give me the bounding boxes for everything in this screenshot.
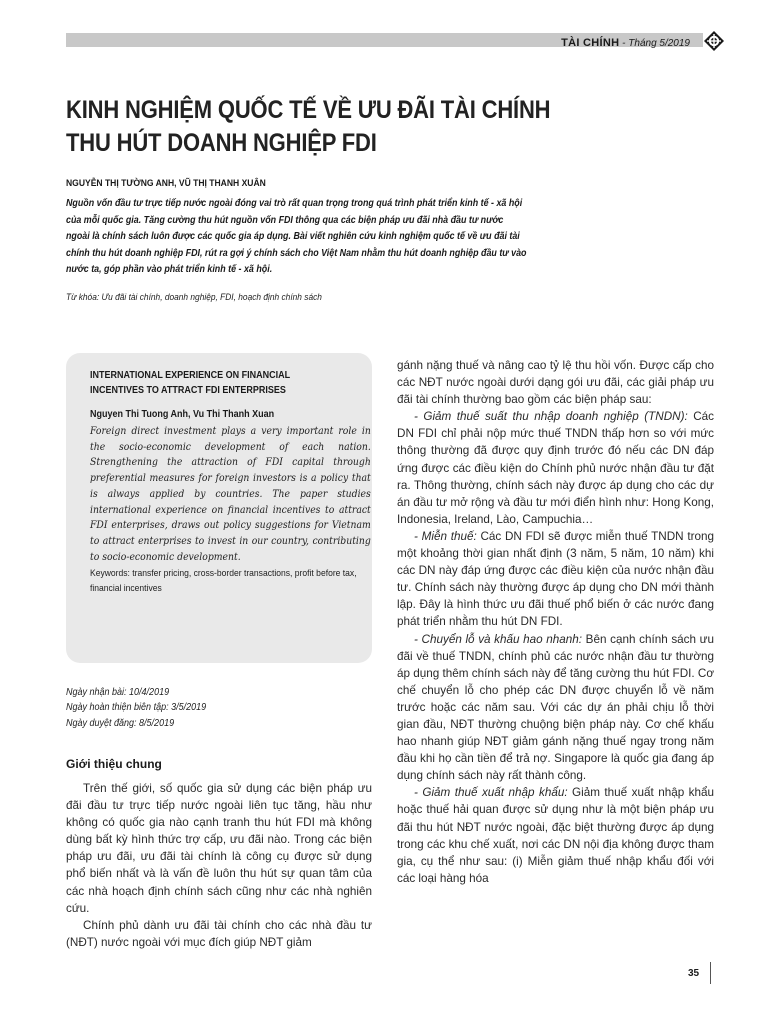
page-number: 35 bbox=[688, 968, 700, 979]
body-column-left bbox=[66, 780, 372, 951]
article-title bbox=[66, 94, 629, 160]
measure-text: Giảm thuế xuất nhập khẩu hoặc thuế hải quan được sử dụng như là một biện pháp ưu đãi thu hút NĐT nước ngoài, đặc biệt thường được áp dụng trong các khu chế xuất, nơi các DN nội địa không được tham gia, cụ thể như sau: (i) Miễn giảm thuế nhập khẩu đối với các loại hàng hóa bbox=[397, 786, 715, 885]
abstract-vietnamese: Nguồn vốn đầu tư trực tiếp nước ngoài đóng vai trò rất quan trọng trong quá trình phát triển kinh tế - xã hội của mỗi quốc gia. Tăng cường thu hút nguồn vốn FDI thông qua các biện pháp ưu đãi nhà đầu tư nước ngoài là chính sách luôn được các quốc gia áp dụng. Bài viết nghiên cứu kinh nghiệm quốc tế về ưu đãi tài chính thu hút doanh nghiệp FDI, rút ra gợi ý chính sách cho Việt Nam nhằm thu hút doanh nghiệp đầu tư vào nước ta, góp phần vào phát triển kinh tế - xã hội. bbox=[66, 198, 527, 275]
english-title-line-2: INCENTIVES TO ATTRACT FDI ENTERPRISES bbox=[90, 385, 286, 396]
english-authors: Nguyen Thi Tuong Anh, Vu Thi Thanh Xuan bbox=[90, 409, 275, 420]
paragraph: Chính phủ dành ưu đãi tài chính cho các nhà đầu tư (NĐT) nước ngoài với mục đích giúp NĐT giảm bbox=[66, 918, 372, 949]
body-column-right bbox=[397, 357, 714, 887]
section-heading: Giới thiệu chung bbox=[66, 757, 162, 771]
measure-text: Các DN FDI chỉ phải nộp mức thuế TNDN thấp hơn so với mức thông thường đã được quy định trước đó nếu các DN đáp ứng được các điều kiện do Chính phủ nước nhận đầu tư đặt ra. Thông thường, chính sách này được áp dụng cho các dự án đầu tư mở rộng và đầu tư mới điển hình như: Hong Kong, Indonesia, Ireland, Lào, Campuchia… bbox=[397, 410, 714, 526]
journal-logo-icon bbox=[703, 30, 725, 52]
running-header bbox=[561, 37, 690, 49]
date-approved: Ngày duyệt đăng: 8/5/2019 bbox=[66, 717, 175, 729]
measure-text: Bên cạnh chính sách ưu đãi về thuế TNDN, chính phủ các nước nhận đầu tư thường áp dụng thêm chính sách này để tăng cường thu hút FDI. Cơ chế chuyển lỗ cho phép các DN được chuyển lỗ về năm trước hoặc các năm sau. Với các dự án phải chịu lỗ thời gian đầu, NĐT thường chuộng biện pháp này. Cơ chế khấu hao nhanh giúp NĐT giảm gánh nặng thuế ngay trong năm đầu khi họ cần tiền để trả nợ. Singapore là quốc gia đang áp dụng chính sách này rất thành công. bbox=[397, 632, 714, 783]
date-received: Ngày nhận bài: 10/4/2019 bbox=[66, 687, 170, 698]
english-keywords: Keywords: transfer pricing, cross-border transactions, profit before tax, financial incentives bbox=[90, 568, 357, 594]
english-abstract: Foreign direct investment plays a very important role in the socio-economic development of each nation. Strengthening the attraction of FDI capital through preferential measures for foreign investors is a policy that is always applied by countries. The paper studies international experience on financial incentives to attract FDI enterprises, draws out policy suggestions for Vietnam to attract enterprises to invest in our country, contributing to socio-economic development. bbox=[90, 425, 371, 563]
issue-date: - Tháng 5/2019 bbox=[619, 38, 690, 49]
english-title bbox=[90, 368, 369, 398]
measure-label: - Chuyển lỗ và khấu hao nhanh: bbox=[414, 632, 583, 646]
page-number-rule bbox=[710, 962, 711, 984]
measure-label: - Giảm thuế xuất nhập khẩu: bbox=[414, 786, 568, 800]
paragraph: gánh nặng thuế và nâng cao tỷ lệ thu hồi vốn. Được cấp cho các NĐT nước ngoài dưới dạng gói ưu đãi, các giải pháp ưu đãi tài chính thường bao gồm các biện pháp sau: bbox=[397, 359, 714, 407]
paragraph: Trên thế giới, số quốc gia sử dụng các biện pháp ưu đãi đầu tư trực tiếp nước ngoài liên tục tăng, hầu như không có quốc gia nào cạnh tranh thu hút FDI mà không dùng bất kỳ hình thức trợ cấp, ưu đãi nào. Trong các biện pháp ưu đãi, ưu đãi tài chính là công cụ được sử dụng phổ biến nhất và là vấn đề luôn thu hút sự quan tâm của các nhà hoạch định chính sách cũng như các nhà nghiên cứu. bbox=[66, 782, 372, 915]
keywords-vietnamese: Từ khóa: Ưu đãi tài chính, doanh nghiệp, FDI, hoạch định chính sách bbox=[66, 292, 322, 303]
title-line-1: KINH NGHIỆM QUỐC TẾ VỀ ƯU ĐÃI TÀI CHÍNH bbox=[66, 96, 551, 124]
paragraph bbox=[397, 631, 714, 785]
date-revised: Ngày hoàn thiện biên tập: 3/5/2019 bbox=[66, 702, 207, 714]
paragraph bbox=[397, 784, 714, 887]
paragraph bbox=[397, 528, 714, 631]
paragraph bbox=[397, 408, 714, 528]
title-line-2: THU HÚT DOANH NGHIỆP FDI bbox=[66, 129, 377, 157]
measure-label: - Giảm thuế suất thu nhập doanh nghiệp (TNDN): bbox=[414, 410, 688, 424]
measure-text: Các DN FDI sẽ được miễn thuế TNDN trong một khoảng thời gian nhất định (3 năm, 5 năm, 10 năm) khi các DN này đáp ứng được các điều kiện của nước nhận đầu tư. Chính sách này thường được áp dụng cho DN mới thành lập. Đây là hình thức ưu đãi thuế phổ biến ở các nước đang phát triển nhằm thu hút DN FDI. bbox=[397, 529, 714, 629]
publication-dates bbox=[66, 685, 206, 731]
english-title-line-1: INTERNATIONAL EXPERIENCE ON FINANCIAL bbox=[90, 370, 291, 381]
journal-section: TÀI CHÍNH bbox=[561, 37, 620, 49]
article-authors: NGUYỄN THỊ TƯỜNG ANH, VŨ THỊ THANH XUÂN bbox=[66, 178, 266, 189]
measure-label: - Miễn thuế: bbox=[414, 529, 477, 543]
english-abstract-box bbox=[66, 353, 372, 663]
